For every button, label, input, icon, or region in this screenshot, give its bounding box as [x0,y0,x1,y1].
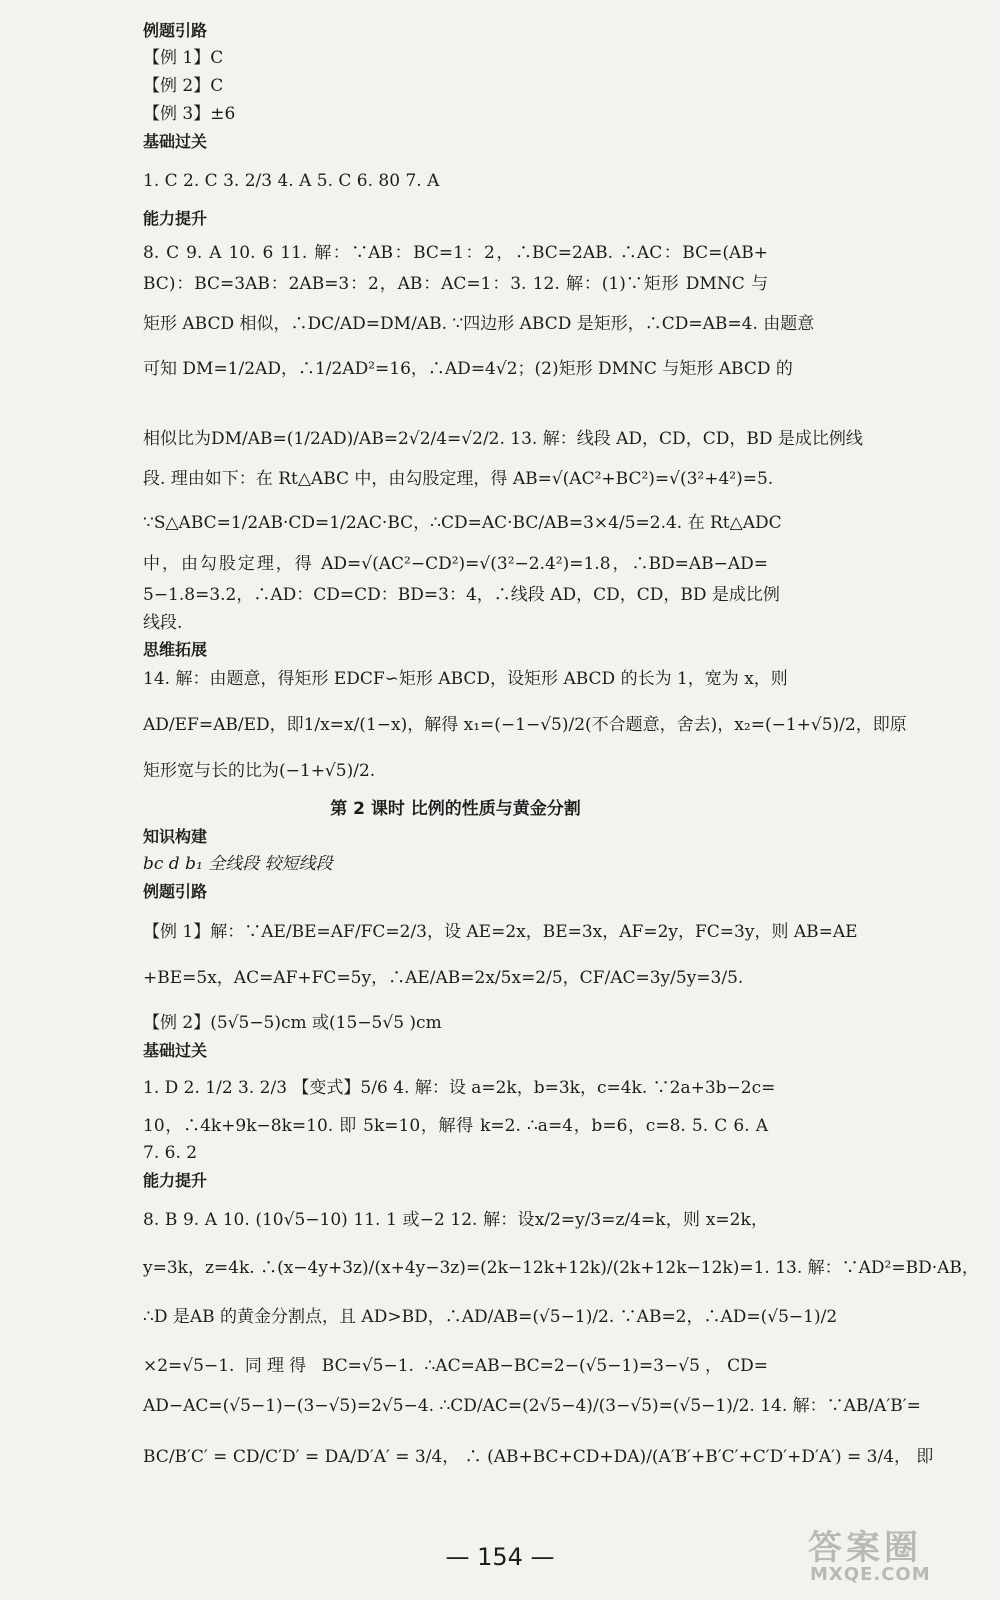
answer-line: +BE=5x，AC=AF+FC=5y，∴AE/AB=2x/5x=2/5，CF/AC=3y/5y=3/5. [143,968,744,988]
answer-line: 矩形宽与长的比为(−1+√5)/2. [143,761,376,781]
watermark-logo [800,1520,980,1590]
answer-line: bc d b₁ 全线段 较短线段 [143,854,333,874]
answer-line: 7. 6. 2 [143,1143,198,1163]
answer-line: AD−AC=(√5−1)−(3−√5)=2√5−4. ∴CD/AC=(2√5−4)/(3−√5)=(√5−1)/2. 14. 解：∵AB/A′B′= [143,1396,921,1416]
example-answer: 【例 1】C [143,48,224,68]
answer-line: y=3k，z=4k. ∴(x−4y+3z)/(x+4y−3z)=(2k−12k+12k)/(2k+12k−12k)=1. 13. 解：∵AD²=BD·AB， [143,1258,979,1278]
watermark-url: MXQE.COM [810,1564,931,1585]
answer-line: BC)：BC=3AB：2AB=3：2，AB：AC=1：3. 12. 解：(1)∵矩形 DMNC 与 [143,274,768,294]
answer-line: 8. C 9. A 10. 6 11. 解：∵AB：BC=1：2，∴BC=2AB. ∴AC：BC=(AB+ [143,243,768,263]
answer-line: 矩形 ABCD 相似，∴DC/AD=DM/AB. ∵四边形 ABCD 是矩形，∴CD=AB=4. 由题意 [143,314,815,334]
answer-line: ∴D 是AB 的黄金分割点，且 AD>BD，∴AD/AB=(√5−1)/2. ∵AB=2，∴AD=(√5−1)/2 [143,1307,838,1327]
heading-example-guide: 例题引路 [143,21,208,40]
answer-line: 14. 解：由题意，得矩形 EDCF∽矩形 ABCD，设矩形 ABCD 的长为 1，宽为 x，则 [143,669,788,689]
answer-line: 相似比为DM/AB=(1/2AD)/AB=2√2/4=√2/2. 13. 解：线段 AD，CD，CD，BD 是成比例线 [143,429,863,449]
example-answer: 【例 3】±6 [143,104,236,124]
heading-extension: 思维拓展 [143,640,208,659]
heading-knowledge: 知识构建 [143,827,208,846]
answer-line: 【例 1】解：∵AE/BE=AF/FC=2/3，设 AE=2x，BE=3x，AF=2y，FC=3y，则 AB=AE [143,922,858,942]
heading-ability: 能力提升 [143,1171,208,1190]
heading-basic: 基础过关 [143,132,208,151]
answer-line: 1. D 2. 1/2 3. 2/3 【变式】5/6 4. 解：设 a=2k，b=3k，c=4k. ∵2a+3b−2c= [143,1078,776,1098]
answer-line: BC/B′C′ = CD/C′D′ = DA/D′A′ = 3/4， ∴ (AB+BC+CD+DA)/(A′B′+B′C′+C′D′+D′A′) = 3/4， 即 [143,1447,934,1467]
heading-example-guide: 例题引路 [143,882,208,901]
answer-line: 【例 2】(5√5−5)cm 或(15−5√5 )cm [143,1013,442,1033]
answer-line: 中，由勾股定理，得 AD=√(AC²−CD²)=√(3²−2.4²)=1.8，∴BD=AB−AD= [143,554,768,574]
answer-line: 5−1.8=3.2，∴AD：CD=CD：BD=3：4，∴线段 AD，CD，CD，BD 是成比例 [143,585,780,605]
example-answer: 【例 2】C [143,76,224,96]
answer-line: ∵S△ABC=1/2AB·CD=1/2AC·BC，∴CD=AC·BC/AB=3×4/5=2.4. 在 Rt△ADC [143,513,782,533]
answer-line: 10，∴4k+9k−8k=10. 即 5k=10，解得 k=2. ∴a=4，b=6，c=8. 5. C 6. A [143,1116,768,1136]
answer-line: 1. C 2. C 3. 2/3 4. A 5. C 6. 80 7. A [143,171,440,191]
answer-line: 线段. [143,613,183,633]
watermark-logo-text: 答案圈 [808,1528,922,1568]
lesson-title: 第 2 课时 比例的性质与黄金分割 [330,799,581,819]
answer-line: AD/EF=AB/ED，即1/x=x/(1−x)，解得 x₁=(−1−√5)/2(不合题意，舍去)，x₂=(−1+√5)/2，即原 [143,715,907,735]
answer-line: 可知 DM=1/2AD，∴1/2AD²=16，∴AD=4√2；(2)矩形 DMNC 与矩形 ABCD 的 [143,359,793,379]
answer-line: 段. 理由如下：在 Rt△ABC 中，由勾股定理，得 AB=√(AC²+BC²)=√(3²+4²)=5. [143,469,774,489]
page-number: — 154 — [445,1543,555,1571]
answer-line: 8. B 9. A 10. (10√5−10) 11. 1 或−2 12. 解：设x/2=y/3=z/4=k，则 x=2k， [143,1210,768,1230]
heading-ability: 能力提升 [143,209,208,228]
answer-line: ×2=√5−1. 同理得 BC=√5−1. ∴AC=AB−BC=2−(√5−1)=3−√5，CD= [143,1356,768,1376]
heading-basic: 基础过关 [143,1041,208,1060]
